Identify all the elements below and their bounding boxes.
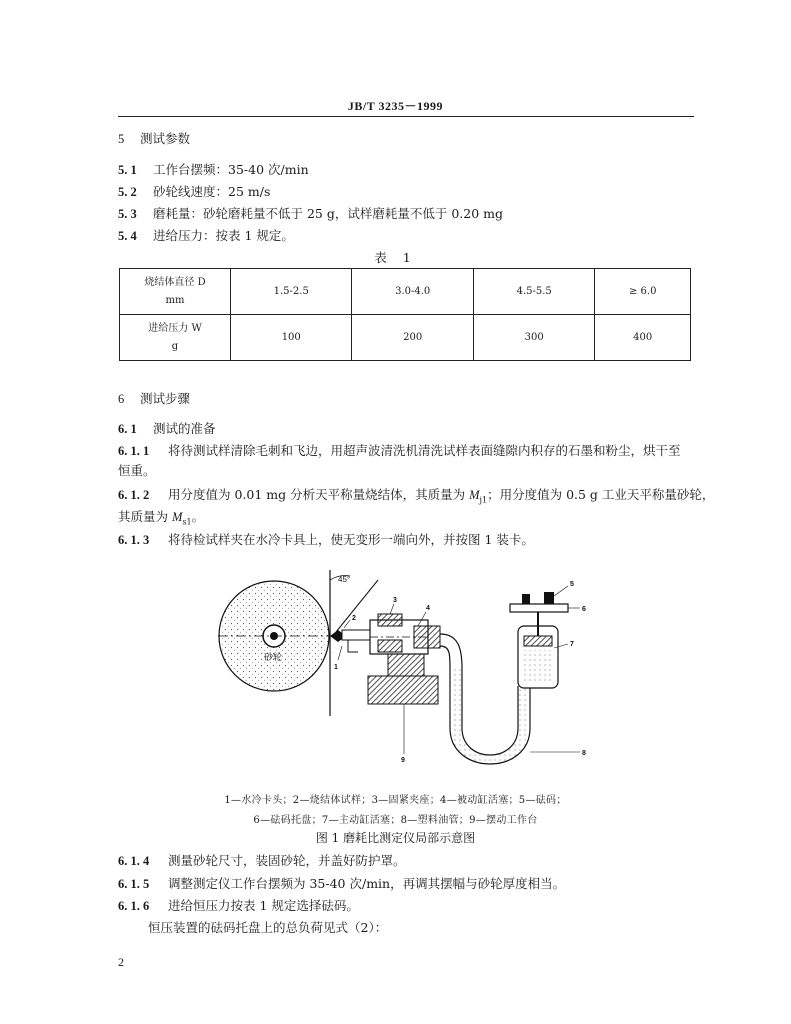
- item-text: 进给压力：按表 1 规定。: [153, 228, 294, 243]
- part-number: 2: [352, 615, 356, 622]
- mass-symbol: M: [171, 510, 183, 524]
- section-number: 5: [118, 132, 125, 146]
- part-number: 9: [401, 757, 405, 764]
- swing-worktable: [368, 676, 438, 704]
- part-number: 1: [334, 664, 338, 671]
- slave-cylinder-piston: [414, 626, 440, 648]
- table-1: [119, 268, 691, 361]
- item-6-1-6: [118, 898, 359, 914]
- weight: [544, 592, 554, 604]
- item-text: 调整测定仪工作台摆频为 35-40 次/min，再调其摆幅与砂轮厚度相当。: [168, 876, 566, 891]
- table-cell: ≥ 6.0: [595, 269, 691, 315]
- part-number: 8: [582, 750, 586, 757]
- item-text: 进给恒压力按表 1 规定选择砝码。: [168, 898, 359, 913]
- item-5-4: [118, 228, 294, 244]
- part-number: 4: [426, 605, 430, 612]
- mass-subscript: s1: [182, 517, 192, 527]
- table-cell: 3.0-4.0: [352, 269, 473, 315]
- section-number: 6: [118, 392, 125, 406]
- item-number: 6. 1. 2: [118, 488, 150, 502]
- header-title: JB/T 3235－1999: [347, 99, 444, 113]
- item-5-2: [118, 184, 270, 200]
- table-cell: 1.5-2.5: [231, 269, 352, 315]
- page-number: 2: [118, 955, 124, 969]
- master-cylinder-piston: [524, 636, 552, 646]
- label-line: 烧结体直径 D: [144, 276, 206, 288]
- mass-subscript: j1: [479, 495, 488, 505]
- item-6-1-2-cont: [118, 509, 204, 531]
- item-number: 5. 4: [118, 229, 137, 243]
- figure-1-diagram: [218, 568, 598, 780]
- table-cell: 200: [352, 315, 473, 361]
- item-text: 砂轮线速度：25 m/s: [153, 184, 271, 199]
- item-text: 工作台摆频：35-40 次/min: [153, 162, 309, 177]
- section-title: 测试参数: [140, 131, 191, 146]
- item-number: 6. 1. 5: [118, 877, 150, 891]
- weight-left: [522, 594, 530, 604]
- item-6-1-1: [118, 443, 681, 459]
- wheel-label: 砂轮: [264, 652, 283, 662]
- part-number: 7: [570, 641, 574, 648]
- item-text: 恒重。: [118, 463, 156, 478]
- figure-title: 图 1 磨耗比测定仪局部示意图: [315, 831, 476, 845]
- section-6-heading: [118, 391, 190, 407]
- item-number: 6. 1. 3: [118, 533, 150, 547]
- item-text: ；用分度值为 0.5 g 工业天平称量砂轮，: [487, 487, 715, 502]
- clamp-bottom: [378, 640, 402, 652]
- clamp-top: [378, 614, 402, 626]
- item-text: 测试的准备: [153, 421, 216, 436]
- label-line: 进给压力 W: [148, 322, 202, 334]
- item-6-1-5: [118, 876, 565, 892]
- weight-tray: [510, 604, 568, 612]
- item-5-1: [118, 162, 309, 178]
- table-cell: 400: [595, 315, 691, 361]
- table-row-label: [120, 315, 231, 361]
- item-6-1-3: [118, 532, 534, 548]
- mass-symbol: M: [469, 488, 480, 502]
- label-unit: mm: [165, 294, 185, 306]
- item-text: 测量砂轮尺寸，装固砂轮，并盖好防护罩。: [168, 853, 406, 868]
- table-cell: 100: [231, 315, 352, 361]
- item-text: 用分度值为 0.01 mg 分析天平称量烧结体，其质量为: [168, 487, 470, 502]
- table-caption: 表 1: [374, 250, 417, 265]
- table-cell: 300: [473, 315, 594, 361]
- load-text: 恒压装置的砝码托盘上的总负荷见式（2）：: [148, 920, 388, 935]
- item-number: 6. 1: [118, 422, 137, 436]
- item-text: 将待检试样夹在水冷卡具上，使无变形一端向外，并按图 1 装卡。: [168, 532, 534, 547]
- figure-legend-line-1: 1—水冷卡头；2—烧结体试样；3—固紧夹座；4—被动缸活塞；5—砝码；: [224, 795, 567, 806]
- item-number: 6. 1. 4: [118, 854, 150, 868]
- angle-label: 45°: [338, 575, 351, 584]
- part-number: 5: [570, 581, 574, 588]
- header-rule: [118, 116, 694, 117]
- table-row: [120, 269, 691, 315]
- table-row-label: [120, 269, 231, 315]
- item-number: 6. 1. 1: [118, 444, 150, 458]
- worktable-column: [388, 654, 424, 676]
- part-number: 3: [393, 597, 397, 604]
- part-number: 6: [582, 606, 586, 613]
- item-number: 6. 1. 6: [118, 899, 150, 913]
- section-title: 测试步骤: [140, 391, 191, 406]
- section-5-heading: [118, 131, 190, 147]
- item-5-3: [118, 206, 503, 222]
- item-text: 磨耗量：砂轮磨耗量不低于 25 g，试样磨耗量不低于 0.20 mg: [153, 206, 503, 221]
- item-number: 5. 2: [118, 185, 137, 199]
- item-6-1-1-cont: [118, 463, 156, 479]
- item-6-1-2: [118, 487, 714, 509]
- item-text: 。: [191, 509, 205, 524]
- label-unit: g: [171, 340, 179, 352]
- item-number: 5. 3: [118, 207, 137, 221]
- table-row: [120, 315, 691, 361]
- item-6-1-4: [118, 853, 406, 869]
- figure-legend-line-2: 6—砝码托盘；7—主动缸活塞；8—塑料油管；9—摆动工作台: [253, 815, 538, 826]
- item-text: 其质量为: [118, 509, 172, 524]
- item-number: 5. 1: [118, 163, 137, 177]
- table-cell: 4.5-5.5: [473, 269, 594, 315]
- item-text: 将待测试样清除毛刺和飞边，用超声波清洗机清洗试样表面缝隙内积存的石墨和粉尘，烘干至: [168, 443, 681, 458]
- grinding-wheel: [218, 581, 330, 691]
- item-6-1: [118, 421, 216, 437]
